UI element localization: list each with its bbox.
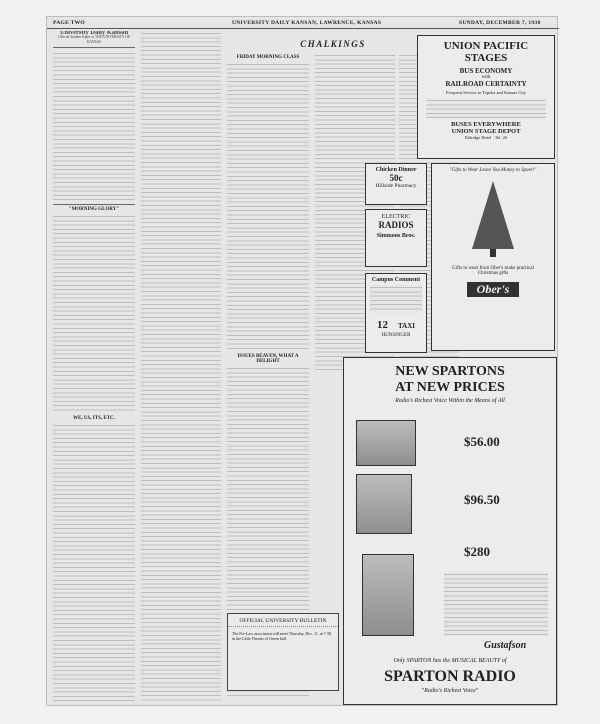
electric-radios-ad — [365, 209, 427, 267]
paper-title: University Daily Kansan — [59, 31, 129, 36]
ad-slogan: "Radio's Richest Voice" — [421, 688, 479, 694]
editorial-text — [53, 214, 135, 414]
ad-price-3: $280 — [464, 544, 490, 559]
ad-with: with — [481, 75, 491, 80]
ad-service: Frequent Service to Topeka and Kansas City — [445, 90, 527, 95]
bulletin-title: OFFICIAL UNIVERSITY BULLETIN — [239, 618, 327, 624]
radio-model-2-image — [356, 474, 412, 534]
obers-gifts-ad — [431, 163, 555, 351]
ad-bus-economy: BUS ECONOMY — [459, 67, 513, 75]
christmas-tree-icon — [468, 179, 518, 259]
ad-tagline: Only SPARTON has the MUSICAL BEAUTY of — [393, 658, 507, 664]
ad-radios: RADIOS — [378, 220, 414, 230]
ad-buses: BUSES EVERYWHERE — [451, 121, 521, 128]
ad-price-1: $56.00 — [464, 434, 500, 449]
ad-dealer: Gustafson — [484, 640, 527, 651]
sparton-logo: SPARTON RADIO — [384, 668, 516, 685]
chalkings-title: CHALKINGS — [300, 39, 366, 49]
ad-new-prices: AT NEW PRICES — [395, 380, 505, 395]
union-pacific-ad — [417, 35, 555, 159]
ad-simmons: Simmons Bros. — [376, 233, 416, 239]
sparton-radio-ad — [343, 357, 557, 705]
column-three — [227, 53, 309, 701]
ad-hotel: Eldridge Hotel — [464, 135, 492, 140]
ad-chicken: Chicken Dinner — [375, 167, 417, 173]
ad-union-pacific-heading: UNION PACIFIC — [443, 40, 529, 52]
official-bulletin — [227, 613, 339, 691]
radio-console-image — [362, 554, 414, 636]
ad-electric: ELECTRIC — [381, 214, 411, 220]
campus-comment-ad — [365, 273, 427, 353]
issue-date: SUNDAY, DECEMBER 7, 1930 — [459, 20, 541, 26]
ad-schedule — [426, 98, 546, 118]
radio-model-1-image — [356, 420, 416, 466]
chalkings-text-1 — [227, 62, 309, 352]
ad-richest-voice: Radio's Richest Voice Within the Means of All — [395, 398, 505, 404]
ad-new-spartons: NEW SPARTONS — [395, 364, 505, 379]
editorial-title: "MORNING GLORY" — [68, 206, 120, 212]
ad-body-text — [444, 572, 548, 636]
obers-logo: Ober's — [467, 282, 520, 297]
section-title: WE, US, ITS, ETC. — [73, 416, 115, 422]
ad-pharmacy: Hillside Pharmacy — [375, 183, 417, 189]
page-number: PAGE TWO — [53, 20, 85, 26]
ad-campus-text — [370, 285, 422, 313]
chalkings-item-title-2: ISSUES BEAVEN, WHAT A DELIGHT — [237, 354, 299, 364]
ad-price: 50c — [389, 173, 403, 183]
ad-hunsinger: HUNSINGER — [381, 333, 411, 338]
ad-price-2: $96.50 — [464, 492, 500, 507]
chalkings-item-title: FRIDAY MORNING CLASS — [236, 55, 300, 60]
column-two-text — [141, 31, 221, 701]
left-column — [53, 31, 135, 701]
ad-gifts-headline: "Gifts to Wear Leave You Money to Spare!" — [449, 168, 537, 173]
paper-name: UNIVERSITY DAILY KANSAN, LAWRENCE, KANSAS — [232, 20, 382, 26]
bulletin-body: The Pre-Law association will meet Thursday, Dec. 11, at 7:30, in the Little Theater of Green hall. — [232, 631, 332, 641]
ad-gifts-text: Gifts to wear from Ober's make practical Christmas gifts — [452, 266, 534, 276]
ad-campus-comment: Campus Comment — [371, 277, 421, 283]
staff-listing — [53, 51, 135, 201]
paper-subtitle: Official Student Paper of THE UNIVERSITY OF KANSAS — [58, 35, 130, 44]
ad-depot: UNION STAGE DEPOT — [451, 128, 521, 135]
ad-phone-number: 12 — [377, 319, 388, 331]
ad-stages: STAGES — [464, 52, 508, 64]
newspaper-page — [46, 16, 558, 706]
section-text — [53, 423, 135, 701]
ad-railroad: RAILROAD CERTAINTY — [445, 80, 527, 88]
chicken-dinner-ad — [365, 163, 427, 205]
masthead — [47, 17, 559, 29]
column-two — [141, 31, 221, 701]
ad-taxi: TAXI — [398, 322, 415, 330]
ad-tel: Tel. 26 — [494, 135, 508, 140]
